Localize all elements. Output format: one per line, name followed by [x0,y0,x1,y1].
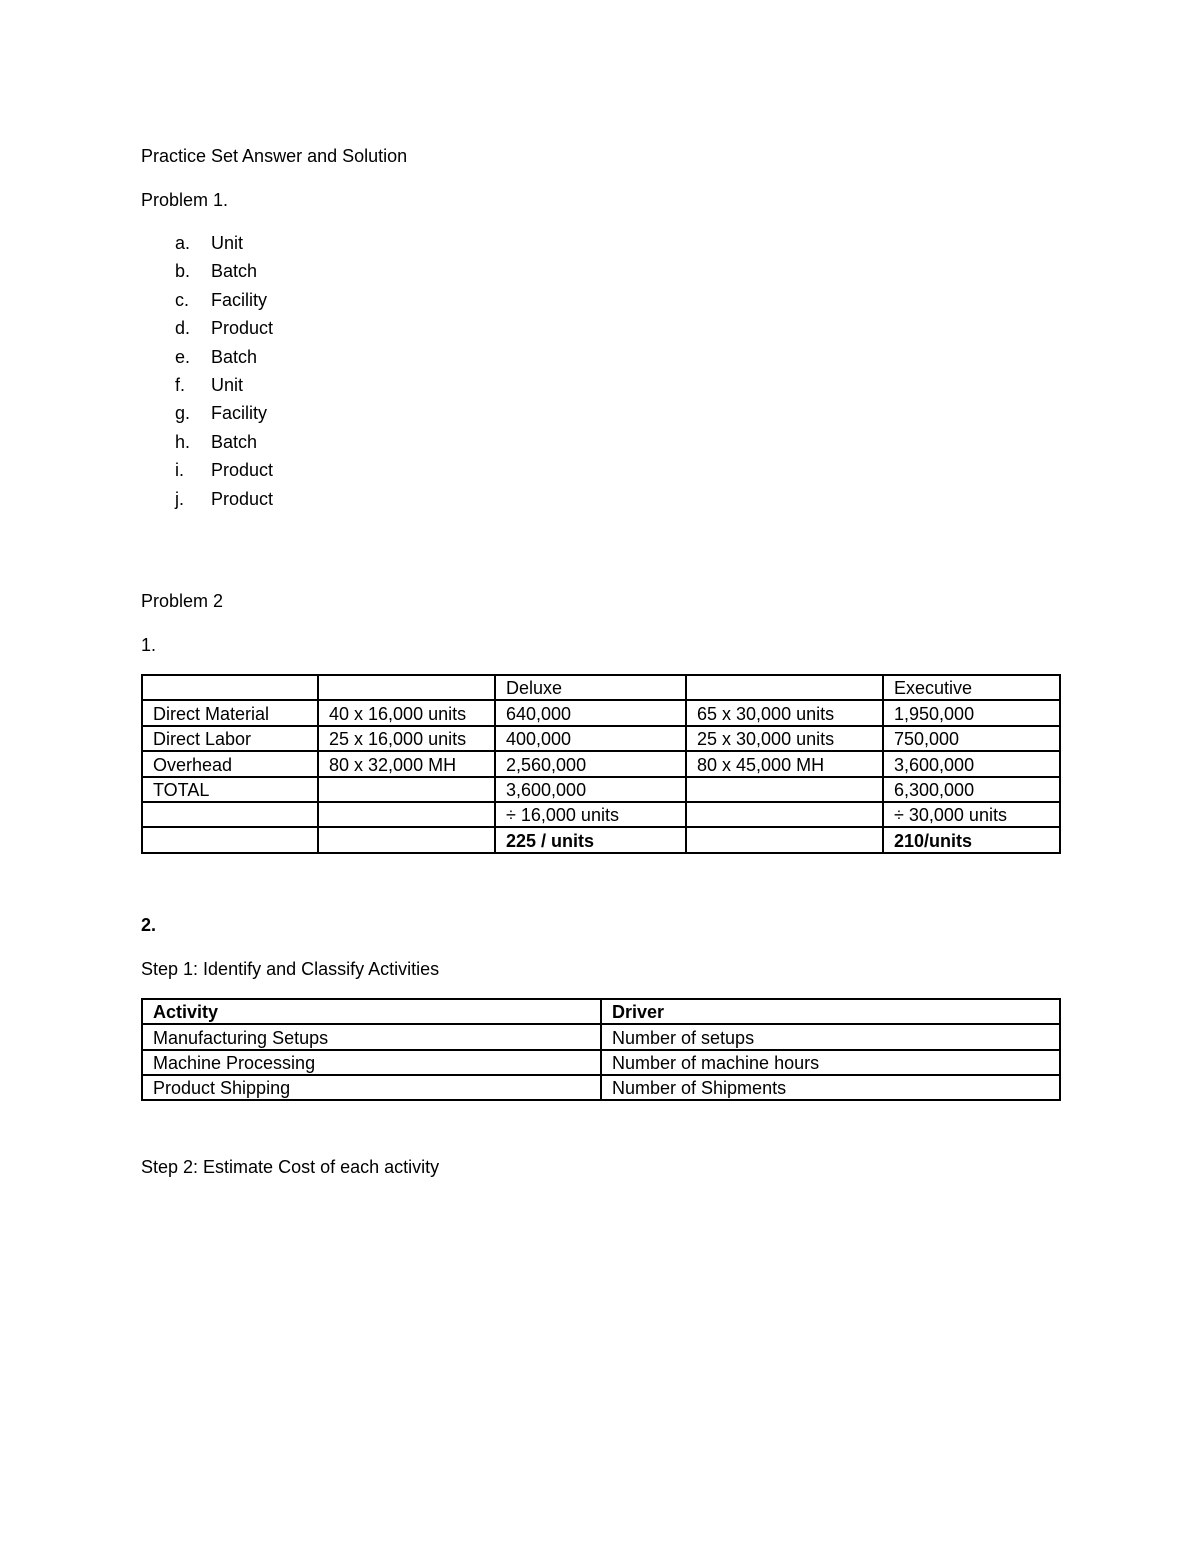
table-row [142,777,1060,802]
table-cell [686,675,883,700]
document-title: Practice Set Answer and Solution [141,146,408,166]
table-cell: Deluxe [495,675,686,700]
table-cell [142,827,318,852]
table-cell [686,802,883,827]
table-cell: 1,950,000 [883,700,1060,725]
table-row [142,751,1060,776]
table-cell: 640,000 [495,700,686,725]
problem-1-heading: Problem 1. [141,190,229,210]
table-cell: 225 / units [495,827,686,852]
table-cell: Direct Labor [142,726,318,751]
table-cell [318,827,495,852]
list-text: Unit [211,374,244,395]
list-text: Batch [211,261,258,282]
table-row [142,1024,1060,1049]
table-cell [318,802,495,827]
table-cell [686,827,883,852]
table-cell: 40 x 16,000 units [318,700,495,725]
list-marker: g. [175,403,191,424]
table-cell [318,675,495,700]
table-cell: 3,600,000 [495,777,686,802]
list-text: Product [211,318,274,339]
list-text: Product [211,460,274,481]
table-row [142,700,1060,725]
table-cell: 210/units [883,827,1060,852]
list-marker: j. [175,488,184,509]
list-marker: h. [175,431,191,452]
table-row [142,1075,1060,1100]
table-row [142,827,1060,852]
list-text: Unit [211,233,244,253]
table-cell: Machine Processing [142,1050,601,1075]
table-header-row [142,999,1060,1024]
list-marker: a. [175,233,191,253]
table-cell: 3,600,000 [883,751,1060,776]
activity-driver-table [141,998,1061,1101]
list-text: Facility [211,403,268,424]
table-cell: 25 x 30,000 units [686,726,883,751]
step-1-heading: Step 1: Identify and Classify Activities [141,959,440,979]
list-marker: e. [175,346,191,367]
list-text: Batch [211,431,258,452]
table-cell [142,675,318,700]
list-text: Batch [211,346,258,367]
table-cell: Product Shipping [142,1075,601,1100]
table-cell: Overhead [142,751,318,776]
list-marker: i. [175,460,184,481]
list-marker: d. [175,318,191,339]
list-marker: f. [175,374,186,395]
table-row [142,802,1060,827]
table-cell: 2,560,000 [495,751,686,776]
table-cell: ÷ 16,000 units [495,802,686,827]
table-cell: Manufacturing Setups [142,1024,601,1049]
step-2-heading: Step 2: Estimate Cost of each activity [141,1157,440,1177]
list-marker: b. [175,261,191,282]
table-cell: 6,300,000 [883,777,1060,802]
table-row [142,726,1060,751]
list-text: Facility [211,289,268,310]
table-cell: 25 x 16,000 units [318,726,495,751]
table-cell: Executive [883,675,1060,700]
table-cell [318,777,495,802]
table-cell: ÷ 30,000 units [883,802,1060,827]
unit-cost-table [141,674,1061,854]
table-cell: 65 x 30,000 units [686,700,883,725]
table-cell [686,777,883,802]
list-text: Product [211,488,274,509]
table-cell: 750,000 [883,726,1060,751]
table-cell: 80 x 45,000 MH [686,751,883,776]
table-cell: 80 x 32,000 MH [318,751,495,776]
table-cell: Number of machine hours [601,1050,1060,1075]
problem-2-heading: Problem 2 [141,591,224,611]
part-2-label: 2. [141,915,157,935]
table-header-cell: Driver [601,999,1060,1024]
table-row [142,675,1060,700]
table-cell: 400,000 [495,726,686,751]
table-cell: Direct Material [142,700,318,725]
table-header-cell: Activity [142,999,601,1024]
table-row [142,1050,1060,1075]
table-cell: Number of setups [601,1024,1060,1049]
table-cell [142,802,318,827]
table-cell: TOTAL [142,777,318,802]
part-1-label: 1. [141,635,157,655]
table-cell: Number of Shipments [601,1075,1060,1100]
list-marker: c. [175,289,190,310]
